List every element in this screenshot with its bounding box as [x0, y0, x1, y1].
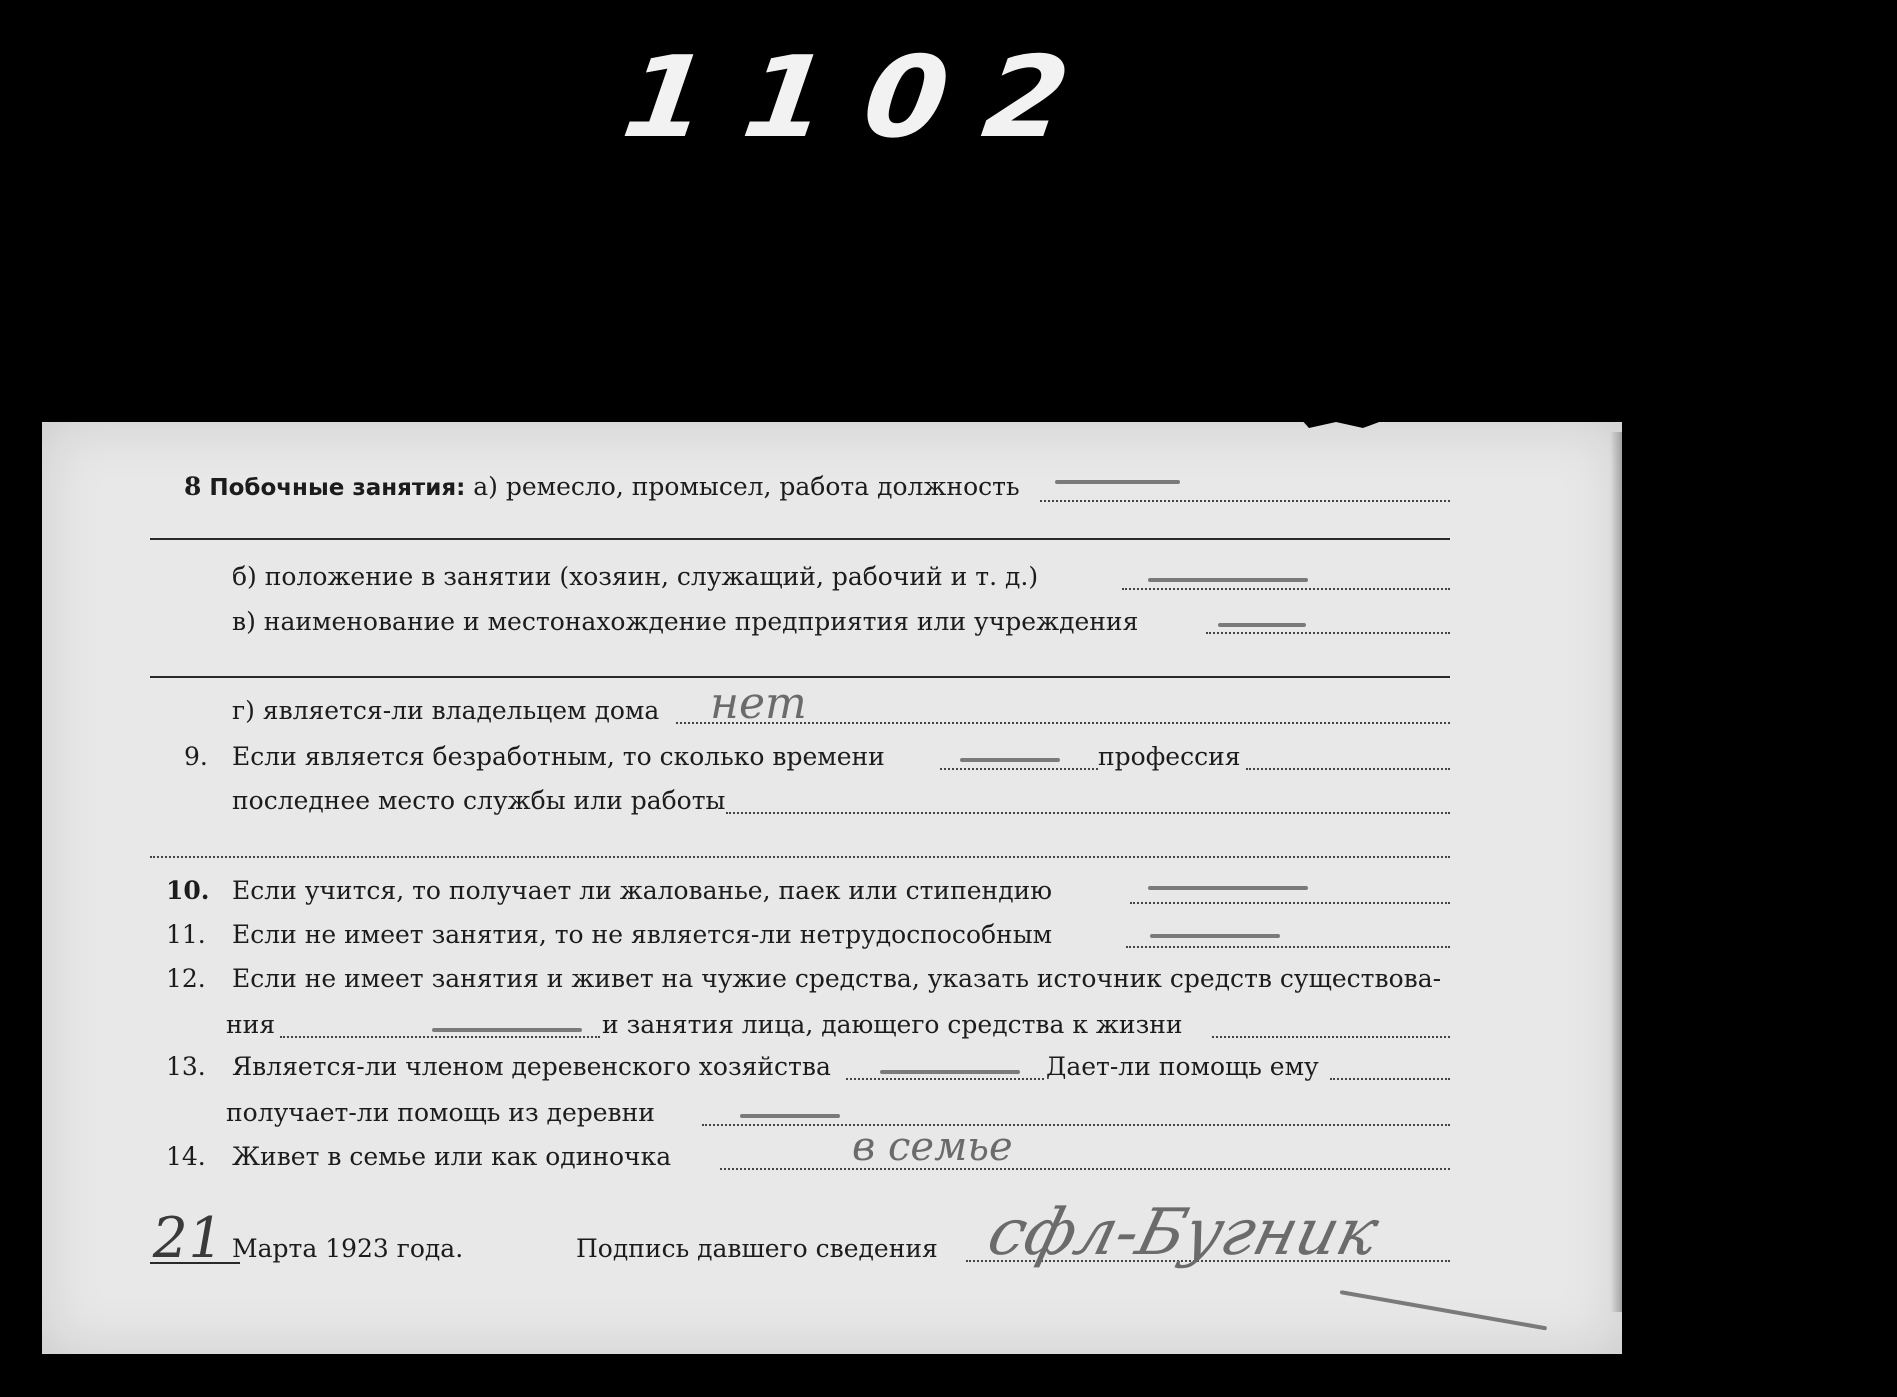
- handwritten-day: 21: [146, 1206, 229, 1271]
- q11-field: [1126, 946, 1450, 948]
- q9-profession-label: профессия: [1098, 742, 1241, 771]
- q13-number: 13.: [166, 1052, 206, 1081]
- q12-person-field: [1212, 1036, 1450, 1038]
- q12-cont-a: ния: [226, 1010, 276, 1039]
- q12-source-field: [280, 1036, 600, 1038]
- q10-dash: [1148, 886, 1308, 890]
- q12-cont-b: и занятия лица, дающего средства к жизни: [602, 1010, 1183, 1039]
- q12-source-dash: [432, 1028, 582, 1032]
- q14-line: [166, 1142, 671, 1172]
- handwritten-house-owner: нет: [710, 678, 807, 729]
- q13-label: Является-ли членом деревенского хозяйства: [231, 1052, 831, 1081]
- q10-field: [1130, 902, 1450, 904]
- q12-line: [166, 964, 1441, 994]
- q9-time-dash: [960, 758, 1060, 762]
- q10-label: Если учится, то получает ли жалованье, паек или стипендию: [231, 876, 1053, 905]
- q12-label: Если не имеет занятия и живет на чужие средства, указать источник средств существова-: [231, 964, 1442, 993]
- q8-line-b: б) положение в занятии (хозяин, служащий, рабочий и т. д.): [232, 562, 1039, 591]
- signature-label: Подпись давшего сведения: [576, 1234, 938, 1263]
- q8-b-field: [1122, 588, 1450, 590]
- q8-b-dash: [1148, 578, 1308, 582]
- q9-last-place-field-cont: [150, 856, 1450, 858]
- q9-last-place-field: [726, 812, 1450, 814]
- q11-number: 11.: [166, 920, 206, 949]
- q8-v-field: [1206, 632, 1450, 634]
- handwritten-signature: сфл-Бугник: [980, 1196, 1386, 1270]
- q9-profession-field: [1246, 768, 1450, 770]
- frame-number: 1102: [615, 31, 1115, 163]
- q14-label: Живет в семье или как одиночка: [231, 1142, 672, 1171]
- q8-a-field: [1040, 500, 1450, 502]
- footer-date: Марта 1923 года.: [232, 1234, 464, 1263]
- q8-a-label: а) ремесло, промысел, работа должность: [473, 472, 1020, 501]
- q8-line-v: в) наименование и местонахождение предприятия или учреждения: [232, 607, 1139, 636]
- q10-number: 10.: [166, 876, 210, 905]
- q13-help-from-label: получает-ли помощь из деревни: [226, 1098, 655, 1127]
- q8-line-a: [184, 472, 1020, 503]
- q11-line: [166, 920, 1052, 950]
- q14-number: 14.: [166, 1142, 206, 1171]
- q9-number: 9.: [184, 742, 208, 771]
- q8-a-field-cont: [150, 538, 1450, 540]
- q12-number: 12.: [166, 964, 206, 993]
- q11-dash: [1150, 934, 1280, 938]
- q13-member-field: [846, 1078, 1044, 1080]
- q9-line: [184, 742, 885, 772]
- q13-member-dash: [880, 1070, 1020, 1074]
- q13-help-from-dash: [740, 1114, 840, 1118]
- q14-field: [720, 1168, 1450, 1170]
- q13-help-from-field: [702, 1124, 1450, 1126]
- q8-number: 8: [184, 472, 202, 501]
- q8-title: Побочные занятия:: [209, 475, 466, 501]
- q11-label: Если не имеет занятия, то не является-ли нетрудоспособным: [231, 920, 1053, 949]
- q13-line: [166, 1052, 831, 1082]
- handwritten-family: в семье: [852, 1124, 1013, 1170]
- day-field: [150, 1262, 240, 1264]
- q13-help-to-field: [1330, 1078, 1450, 1080]
- q10-line: [166, 876, 1052, 906]
- q13-help-to-label: Дает-ли помощь ему: [1046, 1052, 1319, 1081]
- q8-a-dash: [1055, 480, 1180, 484]
- q8-v-dash: [1218, 623, 1306, 627]
- q9-label: Если является безработным, то сколько времени: [231, 742, 885, 771]
- q9-time-field: [940, 768, 1098, 770]
- q9-last-place-label: последнее место службы или работы: [232, 786, 726, 815]
- q8-line-g: г) является-ли владельцем дома: [232, 696, 660, 725]
